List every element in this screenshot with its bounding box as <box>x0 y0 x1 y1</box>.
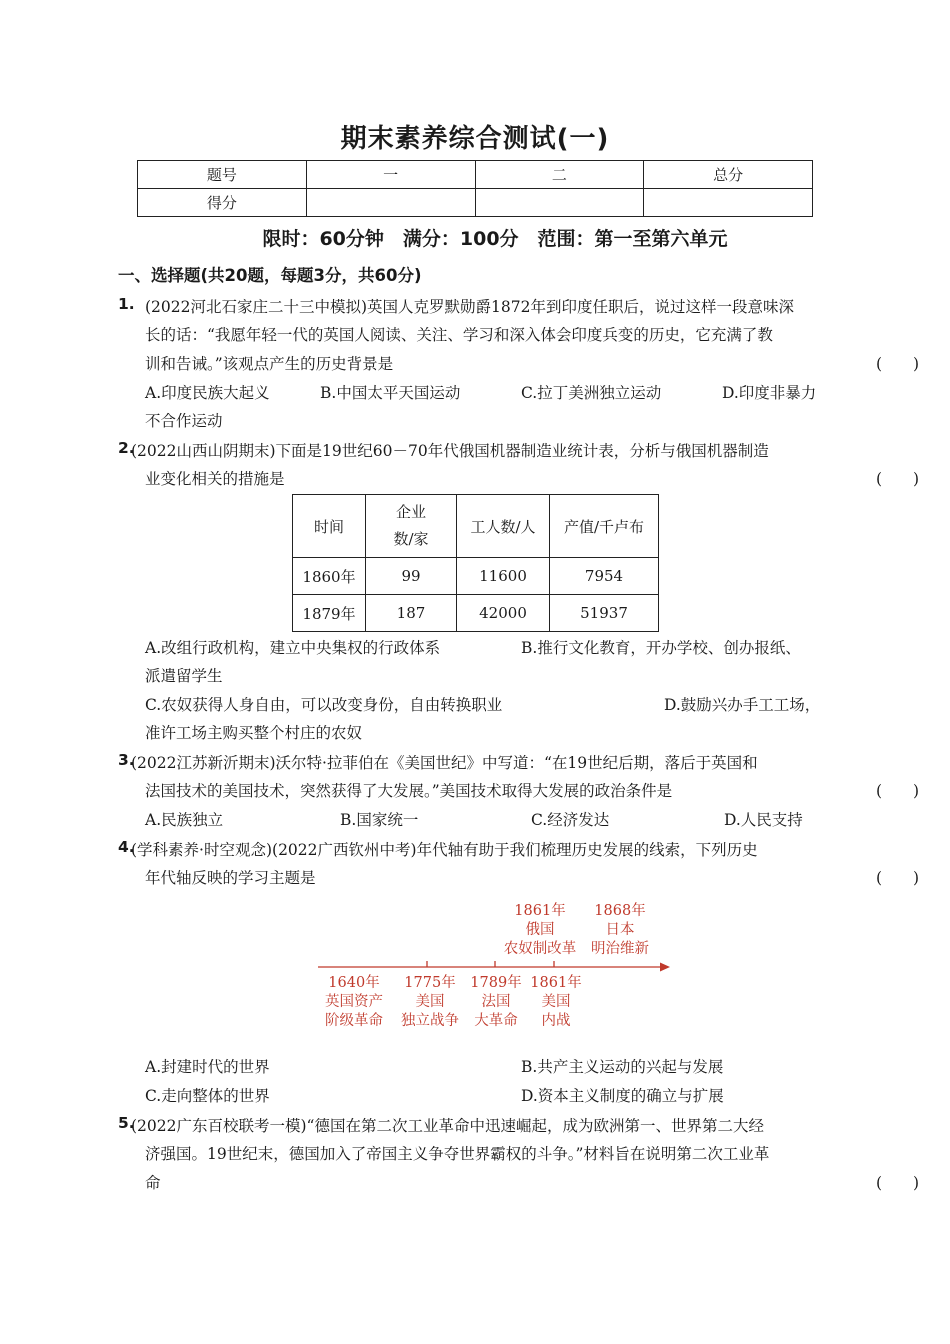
score-header-cell: 题号 <box>138 161 307 189</box>
timeline-top-country: 俄国 <box>525 922 555 938</box>
option-b: B.共产主义运动的兴起与发展 <box>521 1058 724 1076</box>
question-text: 训和告诫。”该观点产生的历史背景是 <box>145 355 394 373</box>
question-text: 年代轴反映的学习主题是 <box>145 869 316 887</box>
statistics-table <box>292 494 659 632</box>
timeline-arrow-icon <box>660 963 670 972</box>
option-b: B.推行文化教育，开办学校、创办报纸、 <box>521 639 801 657</box>
answer-bracket: ( ) <box>876 470 920 488</box>
table-header-cell: 工人数/人 <box>457 495 550 558</box>
question-number: 2. <box>118 439 135 457</box>
table-row <box>293 595 659 632</box>
option-a: A.封建时代的世界 <box>145 1058 270 1076</box>
section-heading: 一、选择题(共20题，每题3分，共60分) <box>118 266 422 285</box>
timeline-bottom-country: 法国 <box>481 994 511 1010</box>
option-c: C.拉丁美洲独立运动 <box>521 384 662 402</box>
question-text: 法国技术的美国技术，突然获得了大发展。”美国技术取得大发展的政治条件是 <box>145 782 673 800</box>
option-c: C.农奴获得人身自由，可以改变身份，自由转换职业 <box>145 696 503 714</box>
table-cell: 99 <box>366 558 457 595</box>
option-d: D.印度非暴力 <box>722 384 817 402</box>
question-text: (2022江苏新沂期末)沃尔特·拉菲伯在《美国世纪》中写道：“在19世纪后期，落后于英国和 <box>131 754 758 772</box>
timeline-bottom-event: 独立战争 <box>401 1013 459 1029</box>
question-number: 3. <box>118 751 135 769</box>
option-d-continued: 准许工场主购买整个村庄的农奴 <box>145 724 363 742</box>
score-table-row <box>138 189 813 217</box>
answer-bracket: ( ) <box>876 1174 920 1192</box>
timeline-top-event: 明治维新 <box>591 941 649 957</box>
question-text: 长的话：“我愿年轻一代的英国人阅读、关注、学习和深入体会印度兵变的历史，它充满了教 <box>145 326 773 344</box>
question-text: 济强国。19世纪末，德国加入了帝国主义争夺世界霸权的斗争。”材料旨在说明第二次工业革 <box>145 1145 770 1163</box>
score-blank-cell <box>644 189 813 217</box>
option-d: D.资本主义制度的确立与扩展 <box>521 1087 724 1105</box>
score-header-cell: 一 <box>306 161 475 189</box>
score-header-cell: 总分 <box>644 161 813 189</box>
answer-bracket: ( ) <box>876 869 920 887</box>
timeline-bottom-event: 大革命 <box>474 1013 518 1029</box>
question-number: 1. <box>118 295 135 313</box>
question-text: 命 <box>145 1174 161 1192</box>
timeline-top-year: 1861年 <box>514 903 566 919</box>
question-text: (2022广东百校联考一模)“德国在第二次工业革命中迅速崛起，成为欧洲第一、世界第二大经 <box>131 1117 764 1135</box>
option-d-continued: 不合作运动 <box>145 412 223 430</box>
exam-limit-line: 限时：60分钟 满分：100分 范围：第一至第六单元 <box>262 228 728 250</box>
option-a: A.印度民族大起义 <box>145 384 270 402</box>
score-row-label: 得分 <box>138 189 307 217</box>
question-text: (学科素养·时空观念)(2022广西钦州中考)年代轴有助于我们梳理历史发展的线索，下列历史 <box>131 841 758 859</box>
option-a: A.改组行政机构，建立中央集权的行政体系 <box>145 639 441 657</box>
timeline-bottom-country: 美国 <box>415 994 445 1010</box>
table-cell: 7954 <box>550 558 659 595</box>
answer-bracket: ( ) <box>876 782 920 800</box>
score-blank-cell <box>306 189 475 217</box>
table-cell: 51937 <box>550 595 659 632</box>
timeline-bottom-event: 内战 <box>541 1013 571 1029</box>
timeline-bottom-country: 美国 <box>541 994 571 1010</box>
option-a: A.民族独立 <box>145 811 224 829</box>
table-cell: 187 <box>366 595 457 632</box>
table-header-cell: 时间 <box>293 495 366 558</box>
option-d: D.鼓励兴办手工工场， <box>664 696 821 714</box>
option-c: C.走向整体的世界 <box>145 1087 270 1105</box>
answer-bracket: ( ) <box>876 355 920 373</box>
score-blank-cell <box>475 189 644 217</box>
option-b-continued: 派遣留学生 <box>145 667 223 685</box>
score-header-cell: 二 <box>475 161 644 189</box>
score-table-header-row <box>138 161 813 189</box>
timeline-bottom-year: 1640年 <box>328 975 380 991</box>
table-header-row <box>293 495 659 558</box>
table-cell: 11600 <box>457 558 550 595</box>
timeline-top-year: 1868年 <box>594 903 646 919</box>
question-text: (2022山西山阴期末)下面是19世纪60－70年代俄国机器制造业统计表，分析与俄国机器制造 <box>131 442 769 460</box>
option-d: D.人民支持 <box>724 811 803 829</box>
question-text: (2022河北石家庄二十三中模拟)英国人克罗默勋爵1872年到印度任职后，说过这样一段意味深 <box>145 298 794 316</box>
table-header-cell: 产值/千卢布 <box>550 495 659 558</box>
timeline-diagram <box>300 895 690 1040</box>
question-number: 4. <box>118 838 135 856</box>
question-text: 业变化相关的措施是 <box>145 470 285 488</box>
page-title: 期末素养综合测试(一) <box>340 124 610 154</box>
table-cell: 42000 <box>457 595 550 632</box>
timeline-bottom-year: 1861年 <box>530 975 582 991</box>
table-row <box>293 558 659 595</box>
timeline-bottom-country: 英国资产 <box>325 994 383 1010</box>
score-table <box>137 160 813 217</box>
timeline-top-event: 农奴制改革 <box>503 941 577 957</box>
option-b: B.国家统一 <box>340 811 419 829</box>
table-cell: 1860年 <box>293 558 366 595</box>
table-cell: 1879年 <box>293 595 366 632</box>
timeline-bottom-year: 1775年 <box>404 975 456 991</box>
timeline-top-country: 日本 <box>605 922 635 938</box>
timeline-bottom-year: 1789年 <box>470 975 522 991</box>
question-number: 5. <box>118 1114 135 1132</box>
timeline-bottom-event: 阶级革命 <box>325 1013 383 1029</box>
table-header-cell: 企业 数/家 <box>366 495 457 558</box>
option-b: B.中国太平天国运动 <box>320 384 461 402</box>
option-c: C.经济发达 <box>531 811 610 829</box>
